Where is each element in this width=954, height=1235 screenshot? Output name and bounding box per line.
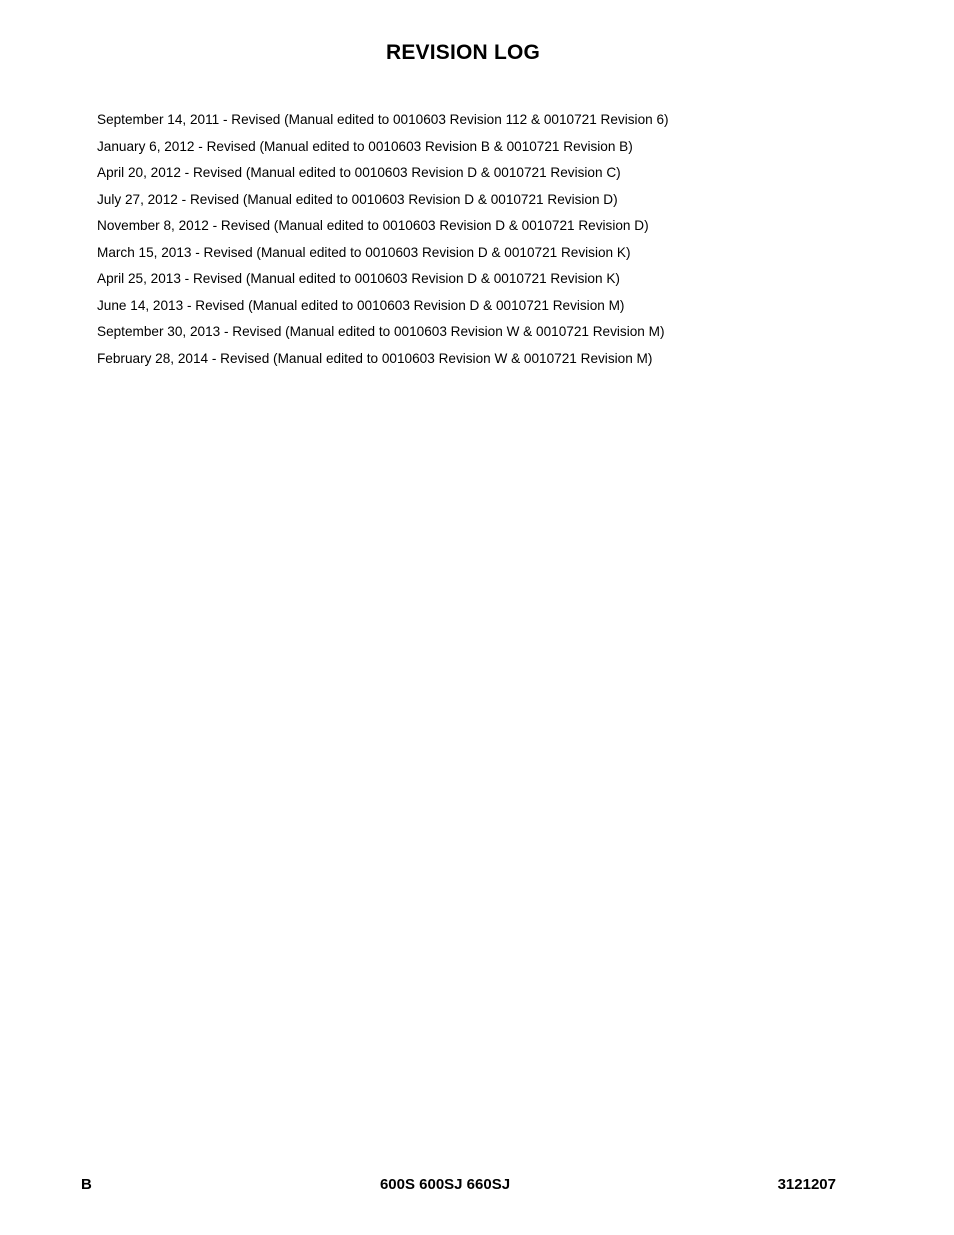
revision-entry: April 20, 2012 - Revised (Manual edited to 0010603 Revision D & 0010721 Revision C) (97, 165, 621, 180)
revision-entry: April 25, 2013 - Revised (Manual edited to 0010603 Revision D & 0010721 Revision K) (97, 271, 620, 286)
footer-page-label: B (81, 1176, 92, 1193)
revision-entry: January 6, 2012 - Revised (Manual edited to 0010603 Revision B & 0010721 Revision B) (97, 138, 633, 154)
revision-entry: March 15, 2013 - Revised (Manual edited to 0010603 Revision D & 0010721 Revision K) (97, 244, 631, 260)
revision-entry: June 14, 2013 - Revised (Manual edited to 0010603 Revision D & 0010721 Revision M) (97, 297, 625, 313)
revision-entry: September 14, 2011 - Revised (Manual edited to 0010603 Revision 112 & 0010721 Revision 6) (97, 112, 669, 127)
revision-entry: July 27, 2012 - Revised (Manual edited to 0010603 Revision D & 0010721 Revision D) (97, 191, 618, 207)
revision-entry: February 28, 2014 - Revised (Manual edited to 0010603 Revision W & 0010721 Revision M) (97, 350, 653, 366)
revision-list (97, 107, 669, 372)
footer-manual-number: 3121207 (777, 1176, 836, 1193)
revision-entry: September 30, 2013 - Revised (Manual edited to 0010603 Revision W & 0010721 Revision M) (97, 324, 665, 339)
page-title: REVISION LOG (385, 41, 541, 64)
revision-entry: November 8, 2012 - Revised (Manual edited to 0010603 Revision D & 0010721 Revision D) (97, 218, 649, 233)
footer-models: 600S 600SJ 660SJ (379, 1176, 511, 1193)
page-footer (0, 1176, 954, 1196)
